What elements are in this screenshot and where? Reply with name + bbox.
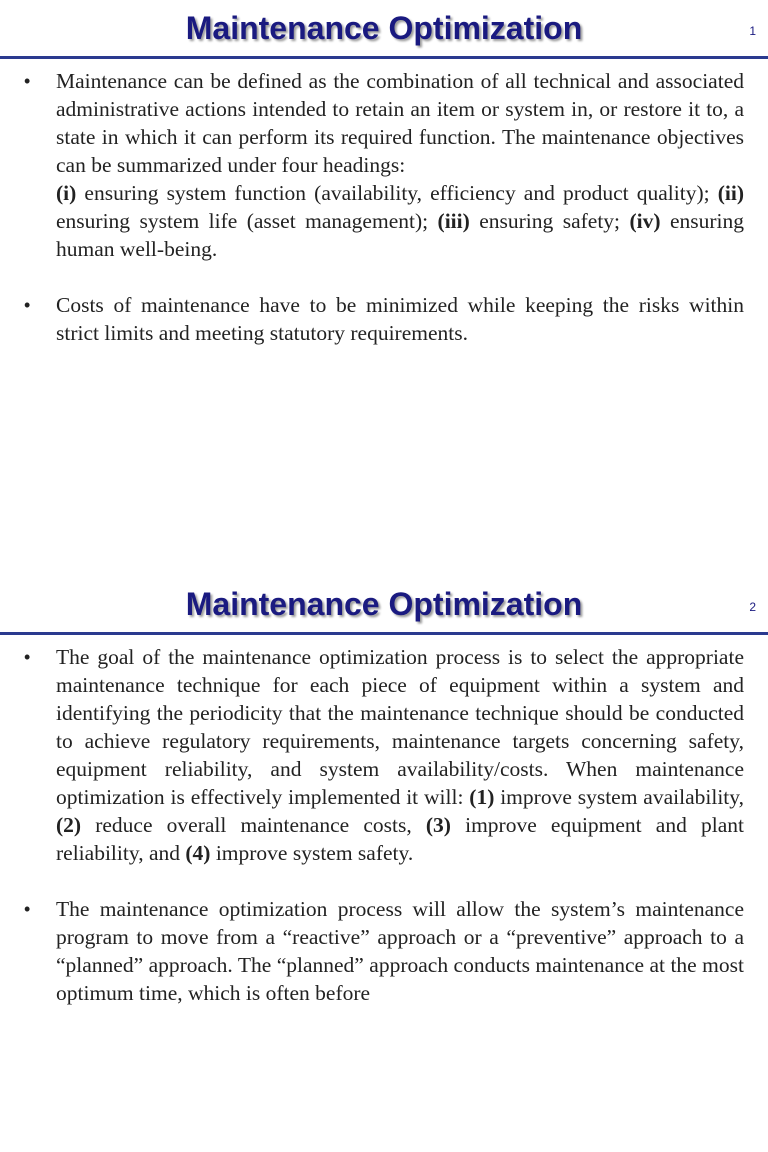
bullet-item [24,291,744,347]
text-run: improve equipment and plant reliability, and [56,813,744,865]
text-run: reduce overall maintenance costs, [81,813,426,837]
bold-label: (ii) [717,181,744,205]
text-run: ensuring system function (availability, efficiency and product quality); [76,181,718,205]
text-run: Costs of maintenance have to be minimized while keeping the risks within strict limits and meeting statutory requirements. [56,293,744,345]
text-run: improve system safety. [210,841,414,865]
bold-label: (iv) [629,209,661,233]
text-run: The maintenance optimization process will allow the system’s maintenance program to move from a “reactive” approach or a “preventive” approach to a “planned” approach. The “planned” approach conducts maintenance at the most optimum time, which is often before [56,897,744,1005]
bullet-text [56,291,744,347]
text-run: ensuring system life (asset management); [56,209,438,233]
text-run: ensuring safety; [469,209,630,233]
title-divider [0,632,768,635]
bullet-icon: • [24,71,31,91]
bullet-icon: • [24,295,31,315]
slide-title: Maintenance Optimization [185,586,583,622]
bullet-item [24,67,744,263]
bold-label: (i) [56,181,77,205]
title-divider [0,56,768,59]
text-run: The goal of the maintenance optimization process is to select the appropriate maintenance technique for each piece of equipment within a system and identifying the periodicity that the maintenance technique should be conducted to achieve regulatory requirements, maintenance targets concerning safety, equipment reliability, and system availability/costs. When maintenance optimization is effectively implemented it will: [56,645,744,809]
bullet-item [24,643,744,867]
text-run: ensuring human well-being. [56,209,744,261]
bold-label: (iii) [437,209,470,233]
bullet-text [56,895,744,1007]
bullet-text [56,67,744,263]
bullet-text [56,643,744,867]
slide-2 [0,576,768,1152]
bullet-list [24,67,744,375]
bullet-item [24,895,744,1007]
bold-label: (1) [469,785,495,809]
bold-label: (3) [425,813,451,837]
bullet-list [24,643,744,1035]
page-number: 2 [749,600,756,614]
page-number: 1 [749,24,756,38]
bullet-icon: • [24,647,31,667]
slide-title: Maintenance Optimization [185,10,583,46]
text-run: improve system availability, [494,785,744,809]
bullet-icon: • [24,899,31,919]
bold-label: (2) [56,813,82,837]
bold-label: (4) [185,841,211,865]
text-run: Maintenance can be defined as the combination of all technical and associated administrative actions intended to retain an item or system in, or restore it to, a state in which it can perform its required function. The maintenance objectives can be summarized under four headings: [56,69,744,177]
